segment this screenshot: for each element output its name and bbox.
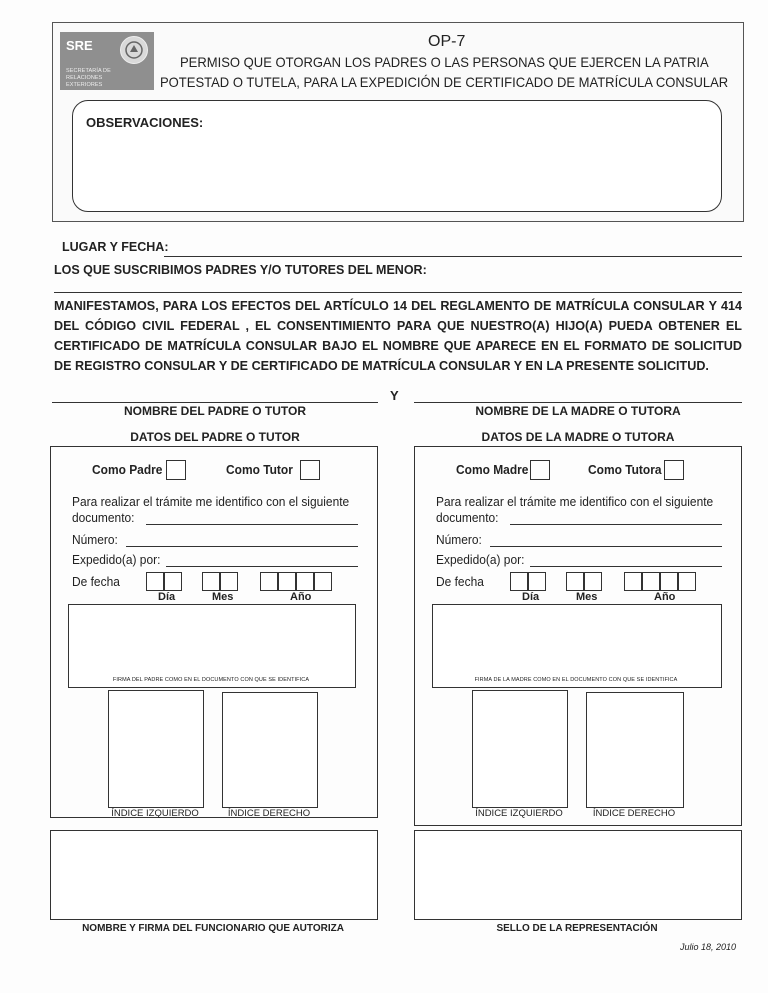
father-right-index-label: ÍNDICE DERECHO bbox=[227, 808, 311, 819]
father-dia-cell-2[interactable] bbox=[164, 572, 182, 591]
title-line1: PERMISO QUE OTORGAN LOS PADRES O LAS PERSONAS QUE EJERCEN LA PATRIA bbox=[180, 54, 709, 70]
father-fecha-label: De fecha bbox=[72, 574, 120, 589]
mother-anio-cell-4[interactable] bbox=[678, 572, 696, 591]
mother-anio-label: Año bbox=[654, 591, 676, 603]
father-signature-box[interactable] bbox=[68, 604, 356, 688]
father-numero-label: Número: bbox=[72, 532, 118, 547]
father-anio-cell-3[interactable] bbox=[296, 572, 314, 591]
mother-signature-box[interactable] bbox=[432, 604, 722, 688]
father-name-line[interactable] bbox=[52, 402, 378, 403]
mother-fecha-label: De fecha bbox=[436, 574, 484, 589]
form-code: OP-7 bbox=[428, 33, 466, 50]
father-id-text-line1: Para realizar el trámite me identifico con el siguiente bbox=[72, 494, 350, 509]
father-left-index-label: ÍNDICE IZQUIERDO bbox=[111, 808, 199, 819]
lugar-fecha-label: LUGAR Y FECHA: bbox=[62, 240, 169, 254]
mother-anio-cell-2[interactable] bbox=[642, 572, 660, 591]
mother-dia-label: Día bbox=[522, 591, 540, 603]
mother-anio-cell-1[interactable] bbox=[624, 572, 642, 591]
mother-left-index-label: ÍNDICE IZQUIERDO bbox=[475, 808, 563, 819]
date-note: Julio 18, 2010 bbox=[680, 942, 737, 952]
father-numero-line[interactable] bbox=[126, 546, 358, 547]
lugar-fecha-line[interactable] bbox=[164, 256, 742, 257]
father-anio-cell-1[interactable] bbox=[260, 572, 278, 591]
sre-logo-subtext: SECRETARÍA DE RELACIONES EXTERIORES bbox=[66, 68, 111, 88]
mother-anio-cell-3[interactable] bbox=[660, 572, 678, 591]
father-firma-caption: FIRMA DEL PADRE COMO EN EL DOCUMENTO CON QUE SE IDENTIFICA bbox=[112, 677, 310, 683]
suscribimos-label: LOS QUE SUSCRIBIMOS PADRES Y/O TUTORES DEL MENOR: bbox=[54, 263, 427, 277]
father-left-index-box[interactable] bbox=[108, 690, 204, 808]
father-mes-label: Mes bbox=[212, 591, 234, 603]
mexico-seal-icon bbox=[120, 36, 148, 64]
father-id-text-line2: documento: bbox=[72, 510, 135, 525]
mother-numero-line[interactable] bbox=[490, 546, 722, 547]
mother-firma-caption: FIRMA DE LA MADRE COMO EN EL DOCUMENTO CON QUE SE IDENTIFICA bbox=[474, 677, 678, 683]
mother-expedido-line[interactable] bbox=[530, 566, 722, 567]
father-dia-cell-1[interactable] bbox=[146, 572, 164, 591]
mother-mes-label: Mes bbox=[576, 591, 598, 603]
father-mes-cell-2[interactable] bbox=[220, 572, 238, 591]
father-data-label: DATOS DEL PADRE O TUTOR bbox=[130, 430, 300, 444]
father-right-index-box[interactable] bbox=[222, 692, 318, 808]
sello-box[interactable] bbox=[414, 830, 742, 920]
father-expedido-label: Expedido(a) por: bbox=[72, 552, 161, 567]
mother-expedido-label: Expedido(a) por: bbox=[436, 552, 525, 567]
mother-right-index-label: ÍNDICE DERECHO bbox=[592, 808, 676, 819]
father-anio-cell-4[interactable] bbox=[314, 572, 332, 591]
observaciones-label: OBSERVACIONES: bbox=[86, 115, 204, 130]
suscribimos-line[interactable] bbox=[54, 292, 742, 293]
mother-id-text-line2: documento: bbox=[436, 510, 499, 525]
mother-tutora-checkbox[interactable] bbox=[664, 460, 684, 480]
sre-logo bbox=[60, 32, 154, 90]
manifest-paragraph: MANIFESTAMOS, PARA LOS EFECTOS DEL ARTÍCULO 14 DEL REGLAMENTO DE MATRÍCULA CONSULAR Y 414 DEL CÓDIGO CIVIL FEDERAL , EL CONSENTIMIENTO PARA QUE NUESTRO(A) HIJO(A) PUEDA OBTENER EL CERTIFICADO DE MATRÍCULA CONSULAR BAJO EL NOMBRE QUE APARECE EN EL FORMATO DE SOLICITUD DE REGISTRO CONSULAR Y DE CERTIFICADO DE MATRÍCULA CONSULAR Y EN LA PRESENTE SOLICITUD. bbox=[54, 299, 742, 373]
mother-data-label: DATOS DE LA MADRE O TUTORA bbox=[481, 430, 675, 444]
mother-madre-checkbox[interactable] bbox=[530, 460, 550, 480]
sello-label: SELLO DE LA REPRESENTACIÓN bbox=[496, 923, 658, 934]
father-option-tutor-label: Como Tutor bbox=[226, 462, 293, 477]
father-document-line[interactable] bbox=[146, 524, 358, 525]
mother-id-text-line1: Para realizar el trámite me identifico con el siguiente bbox=[436, 494, 714, 509]
mother-name-label: NOMBRE DE LA MADRE O TUTORA bbox=[475, 404, 681, 418]
father-anio-cell-2[interactable] bbox=[278, 572, 296, 591]
mother-mes-cell-2[interactable] bbox=[584, 572, 602, 591]
sre-logo-text: SRE bbox=[66, 38, 93, 53]
mother-document-line[interactable] bbox=[510, 524, 722, 525]
mother-option-madre-label: Como Madre bbox=[456, 462, 529, 477]
mother-numero-label: Número: bbox=[436, 532, 482, 547]
funcionario-box[interactable] bbox=[50, 830, 378, 920]
father-expedido-line[interactable] bbox=[166, 566, 358, 567]
mother-option-tutora-label: Como Tutora bbox=[588, 462, 662, 477]
father-anio-label: Año bbox=[290, 591, 312, 603]
father-padre-checkbox[interactable] bbox=[166, 460, 186, 480]
y-connector: Y bbox=[390, 388, 399, 403]
funcionario-label: NOMBRE Y FIRMA DEL FUNCIONARIO QUE AUTORIZA bbox=[82, 923, 344, 934]
father-dia-label: Día bbox=[158, 591, 176, 603]
mother-name-line[interactable] bbox=[414, 402, 742, 403]
mother-dia-cell-1[interactable] bbox=[510, 572, 528, 591]
mother-left-index-box[interactable] bbox=[472, 690, 568, 808]
father-option-padre-label: Como Padre bbox=[92, 462, 163, 477]
mother-mes-cell-1[interactable] bbox=[566, 572, 584, 591]
father-mes-cell-1[interactable] bbox=[202, 572, 220, 591]
mother-dia-cell-2[interactable] bbox=[528, 572, 546, 591]
mother-right-index-box[interactable] bbox=[586, 692, 684, 808]
father-tutor-checkbox[interactable] bbox=[300, 460, 320, 480]
title-line2: POTESTAD O TUTELA, PARA LA EXPEDICIÓN DE CERTIFICADO DE MATRÍCULA CONSULAR bbox=[160, 74, 729, 90]
father-name-label: NOMBRE DEL PADRE O TUTOR bbox=[123, 404, 306, 418]
